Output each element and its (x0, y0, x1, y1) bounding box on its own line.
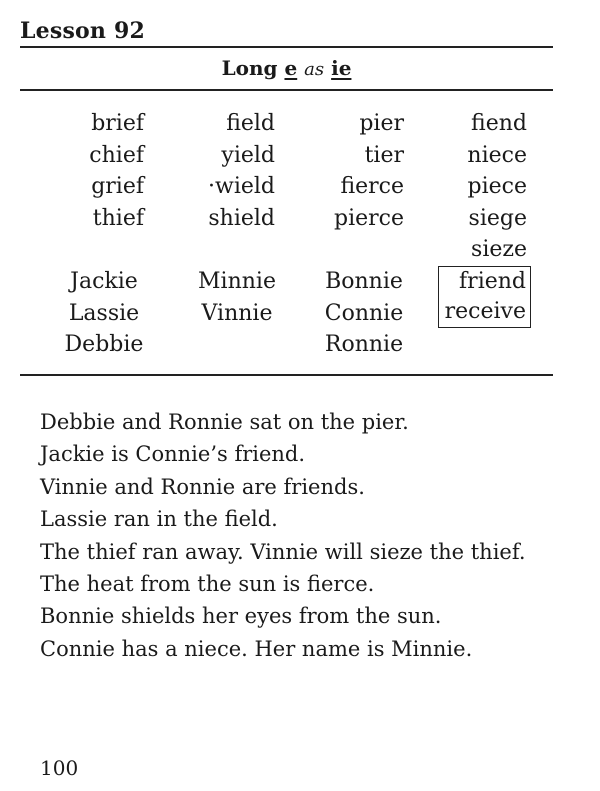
word: yield (221, 142, 275, 168)
name-column-1 (44, 266, 164, 361)
sentence: Lassie ran in the field. (40, 507, 278, 532)
sentence: The heat from the sun is fierce. (40, 571, 375, 596)
word: siege (468, 205, 527, 231)
word-column-4 (467, 108, 527, 266)
name-word: Ronnie (324, 332, 404, 357)
name-word: Vinnie (201, 300, 273, 326)
sentence: Vinnie and Ronnie are friends. (40, 474, 365, 499)
exception-word: friend (459, 269, 526, 294)
subtitle-letter: e (284, 56, 298, 80)
name-column-3 (304, 266, 424, 361)
word: shield (208, 205, 275, 231)
exception-words-box (438, 266, 531, 328)
name-word: Minnie (198, 269, 276, 294)
word: pier (359, 111, 404, 136)
word: fiend (471, 111, 527, 136)
name-word: Lassie (68, 300, 140, 326)
sentence: Jackie is Connie’s friend. (40, 442, 306, 467)
lesson-title: Lesson 92 (20, 18, 145, 44)
subtitle-as: as (304, 59, 325, 80)
word-column-2 (208, 108, 275, 234)
sentence-list (40, 406, 580, 665)
sentence: Connie has a niece. Her name is Minnie. (40, 636, 473, 661)
top-rule (20, 46, 553, 48)
word-column-1 (89, 108, 144, 234)
word: tier (364, 142, 404, 168)
word: grief (91, 174, 144, 199)
word: niece (467, 142, 527, 168)
subtitle-long: Long (221, 56, 278, 80)
word: field (226, 111, 275, 136)
name-column-2 (177, 266, 297, 329)
word-column-3 (334, 108, 404, 234)
subtitle-rule (20, 89, 553, 91)
sentence: Bonnie shields her eyes from the sun. (40, 604, 442, 629)
bottom-rule (20, 374, 553, 376)
word: fierce (340, 174, 404, 199)
sentence: Debbie and Ronnie sat on the pier. (40, 410, 409, 434)
word: pierce (334, 205, 404, 231)
sentence: The thief ran away. Vinnie will sieze the thief. (40, 539, 526, 564)
name-word: Connie (324, 300, 404, 326)
word: sieze (471, 237, 527, 262)
word: chief (89, 142, 144, 168)
name-word: Bonnie (325, 269, 403, 294)
word: brief (91, 111, 144, 136)
lesson-subtitle (20, 56, 553, 80)
subtitle-pattern: ie (331, 56, 352, 80)
word: piece (467, 174, 527, 199)
exception-word: receive (444, 299, 526, 324)
page-number: 100 (40, 756, 79, 780)
name-word: Debbie (64, 332, 144, 357)
word: ·wield (208, 174, 275, 199)
name-word: Jackie (70, 269, 138, 294)
word: thief (92, 205, 144, 231)
